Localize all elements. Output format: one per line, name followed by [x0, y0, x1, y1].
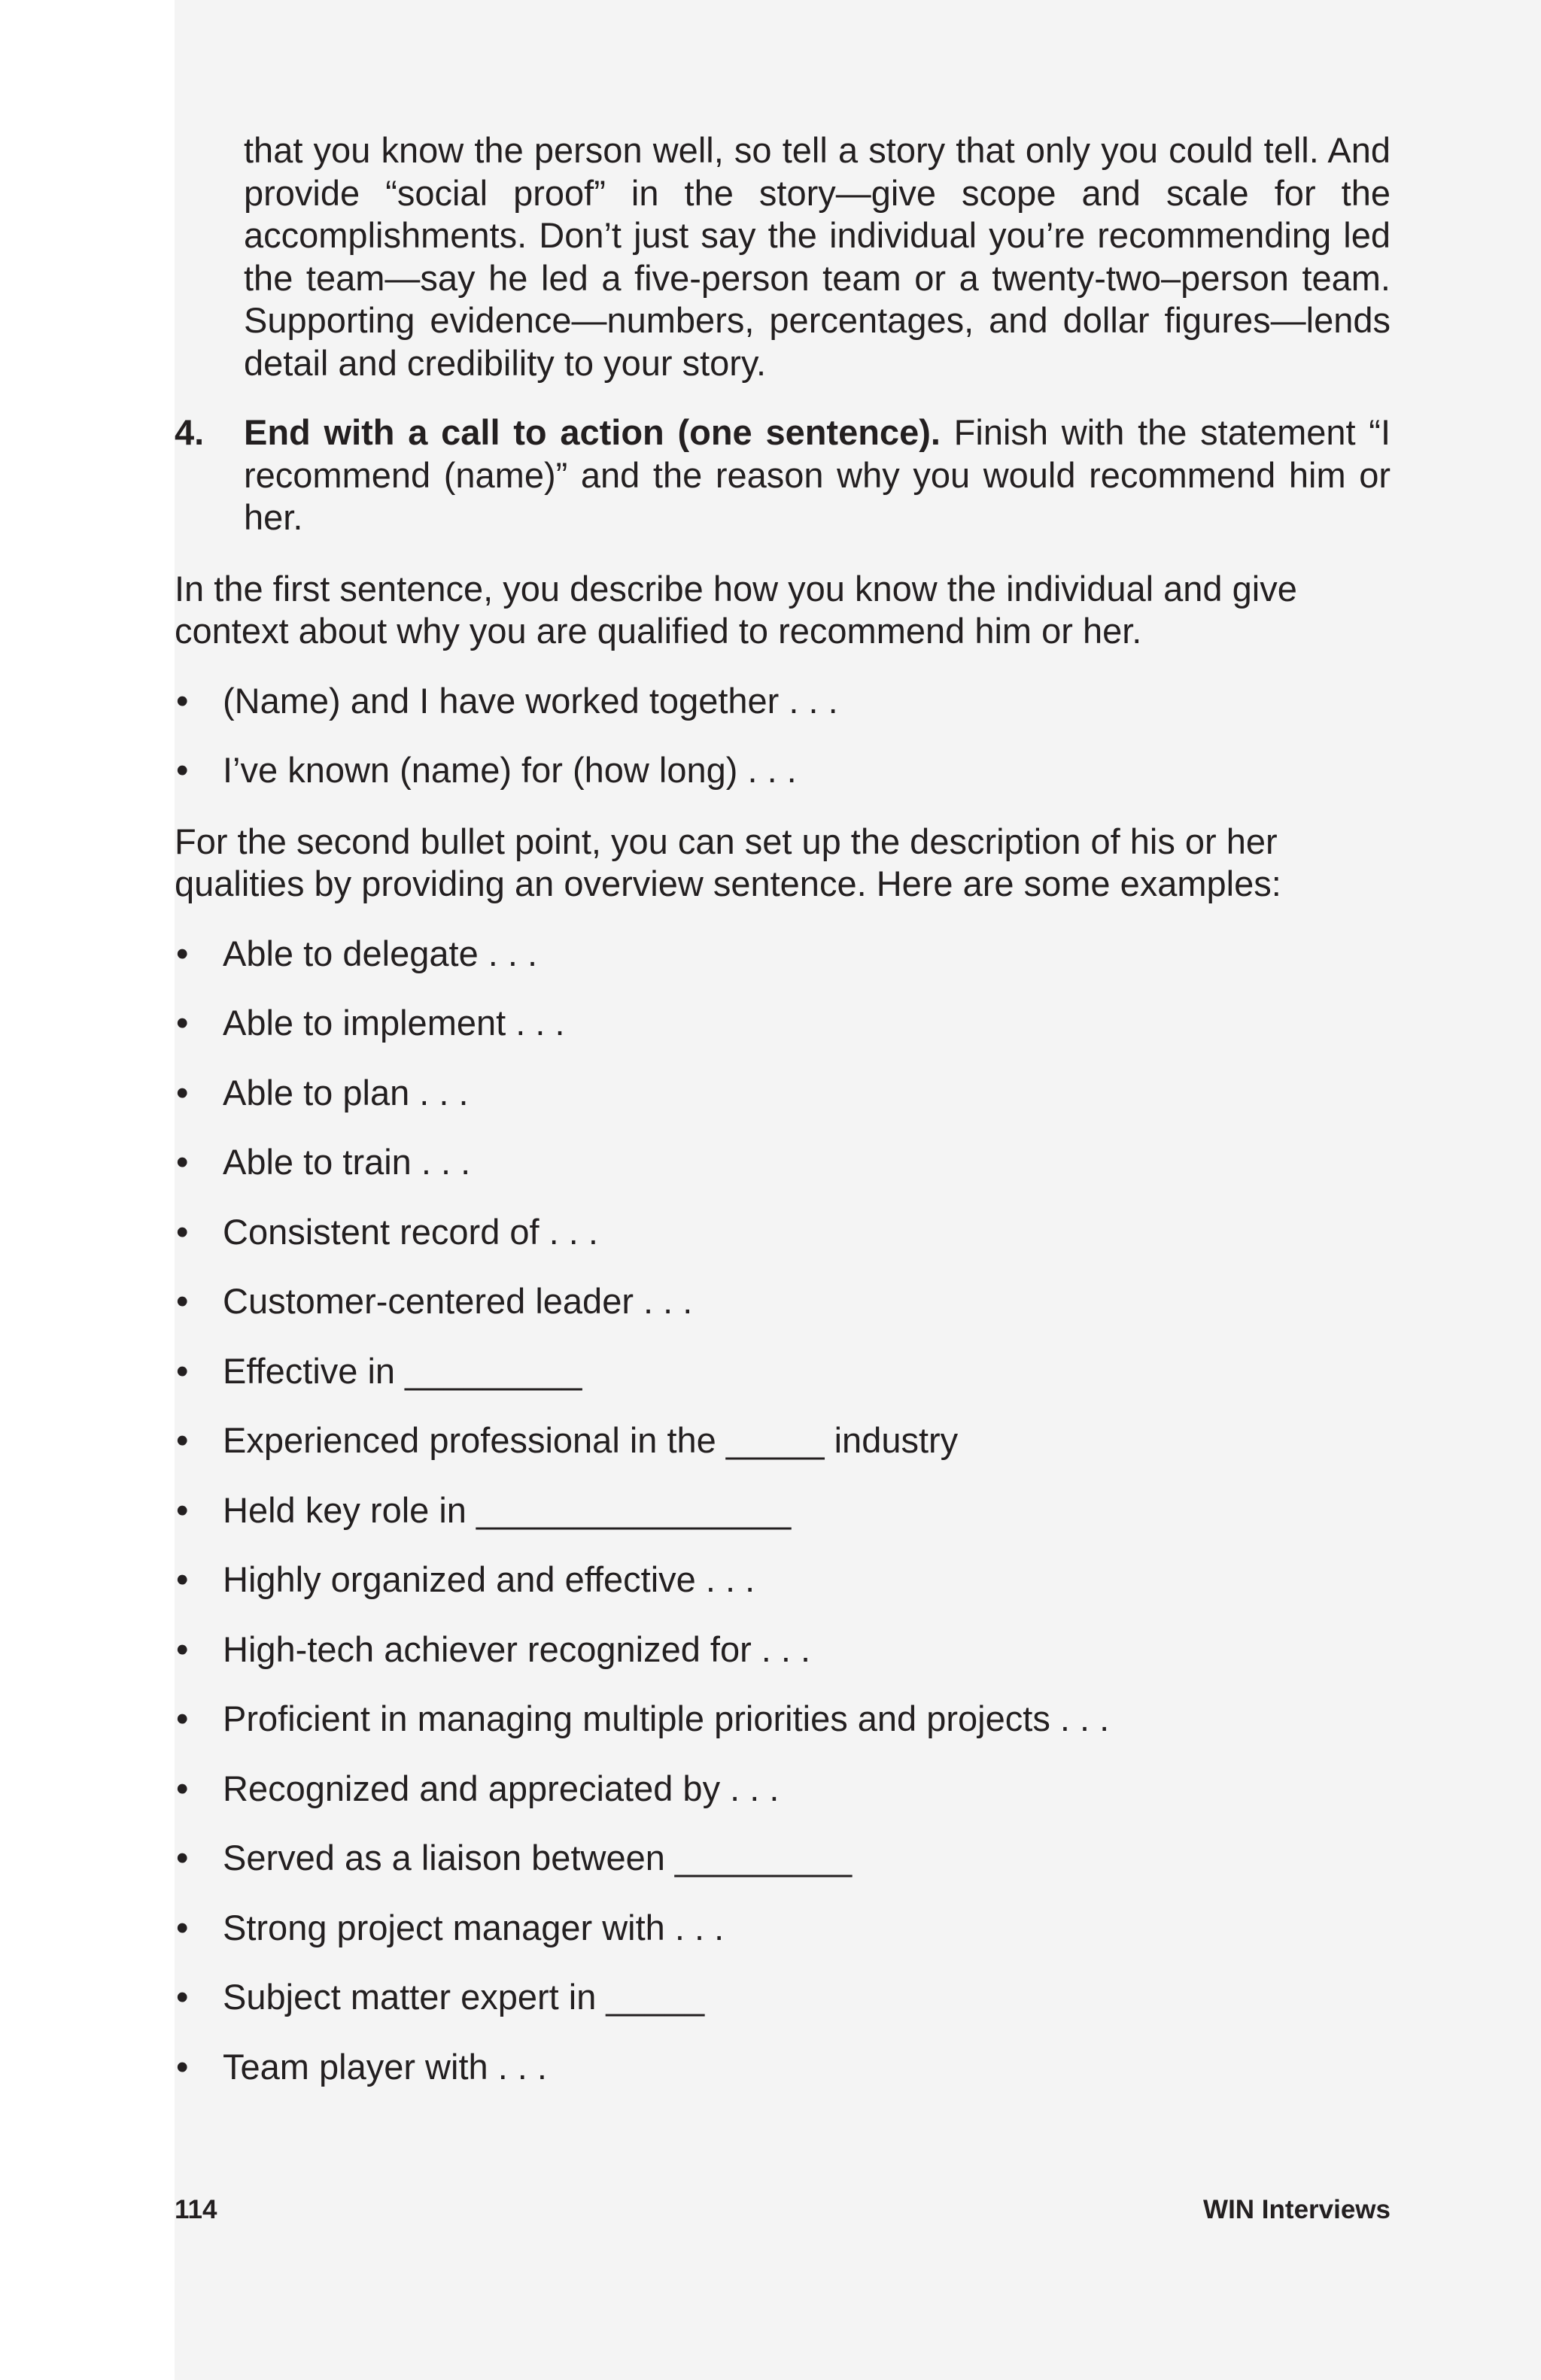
list-item-text: I’ve known (name) for (how long) . . . [223, 750, 797, 790]
bullet-marker: • [176, 1977, 189, 2017]
bullet-marker: • [176, 1072, 189, 1113]
example-bullet-list [175, 933, 1391, 2089]
bullet-marker: • [176, 1907, 189, 1947]
bullet-marker: • [176, 1281, 189, 1321]
second-bullet-paragraph: For the second bullet point, you can set up the description of his or her qualities by providing an overview sentence. Here are some examples: [175, 821, 1281, 903]
step-number: 4. [175, 412, 205, 452]
list-item-text: Effective in _________ [223, 1350, 582, 1391]
list-item [175, 1489, 1391, 1532]
bullet-marker: • [176, 2046, 189, 2087]
list-item-text: Served as a liaison between _________ [223, 1838, 853, 1878]
page-number: 114 [175, 2195, 217, 2224]
list-item-text: Able to plan . . . [223, 1072, 469, 1113]
list-item [175, 1976, 1391, 2019]
bullet-marker: • [176, 1489, 189, 1530]
bullet-marker: • [176, 680, 189, 721]
list-item-text: Subject matter expert in _____ [223, 1977, 705, 2017]
list-item-text: Highly organized and effective . . . [223, 1559, 755, 1599]
bullet-marker: • [176, 1698, 189, 1738]
list-item-text: Experienced professional in the _____ industry [223, 1420, 959, 1460]
list-item [175, 680, 1391, 723]
list-item [175, 1280, 1391, 1323]
bullet-marker: • [176, 1768, 189, 1808]
bullet-marker: • [176, 1420, 189, 1460]
running-title: WIN Interviews [1203, 2195, 1391, 2224]
list-item [175, 749, 1391, 792]
step-heading: End with a call to action (one sentence). [244, 412, 941, 452]
list-item-text: Held key role in ________________ [223, 1489, 792, 1530]
list-item [175, 1350, 1391, 1393]
list-item-text: Strong project manager with . . . [223, 1907, 725, 1947]
continuation-paragraph: that you know the person well, so tell a story that only you could tell. And provide “social proof” in the story—give scope and scale for the accomplishments. Don’t just say the individual you’re recommending led the team—say he led a five-person team or a twenty-two–person team. Supporting evidence—numbers, percentages, and dollar figures—lends detail and credibility to your story. [244, 130, 1391, 383]
list-item [175, 1629, 1391, 1671]
list-item-text: Recognized and appreciated by . . . [223, 1768, 780, 1808]
list-item [175, 1419, 1391, 1462]
list-item [175, 1141, 1391, 1184]
list-item [175, 1698, 1391, 1741]
list-item-text: (Name) and I have worked together . . . [223, 680, 838, 721]
bullet-marker: • [176, 1003, 189, 1043]
list-item-text: Able to train . . . [223, 1142, 471, 1182]
list-item-text: Team player with . . . [223, 2046, 547, 2087]
page-body [175, 129, 1391, 2088]
bullet-marker: • [176, 1211, 189, 1252]
list-item [175, 1002, 1391, 1045]
step-text: Finish with the statement “I recommend (name)” and the reason why you would recommend him or her. [244, 412, 1391, 537]
bullet-marker: • [176, 1142, 189, 1182]
list-item [175, 1211, 1391, 1254]
numbered-step-4 [175, 411, 1391, 539]
list-item-text: Consistent record of . . . [223, 1211, 598, 1252]
list-item [175, 1907, 1391, 1950]
bullet-marker: • [176, 750, 189, 790]
list-item-text: Proficient in managing multiple priorities and projects . . . [223, 1698, 1110, 1738]
step-body [244, 411, 1391, 539]
bullet-marker: • [176, 1629, 189, 1669]
list-item [175, 1837, 1391, 1880]
first-sentence-paragraph: In the first sentence, you describe how you know the individual and give context about why you are qualified to recommend him or her. [175, 568, 1297, 651]
intro-bullet-list [175, 680, 1391, 792]
list-item [175, 933, 1391, 976]
list-item [175, 1768, 1391, 1811]
list-item [175, 1559, 1391, 1601]
list-item-text: Able to delegate . . . [223, 933, 538, 973]
bullet-marker: • [176, 1559, 189, 1599]
bullet-marker: • [176, 933, 189, 973]
list-item [175, 1072, 1391, 1115]
list-item [175, 2046, 1391, 2089]
bullet-marker: • [176, 1350, 189, 1391]
page-footer [175, 2195, 1391, 2225]
bullet-marker: • [176, 1838, 189, 1878]
list-item-text: Able to implement . . . [223, 1003, 565, 1043]
list-item-text: Customer-centered leader . . . [223, 1281, 693, 1321]
list-item-text: High-tech achiever recognized for . . . [223, 1629, 811, 1669]
